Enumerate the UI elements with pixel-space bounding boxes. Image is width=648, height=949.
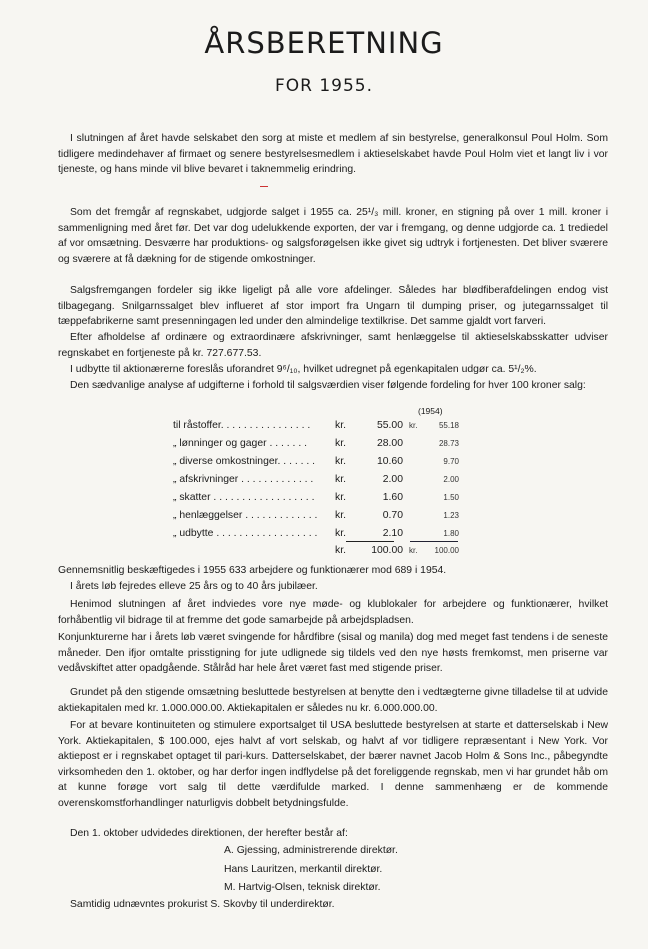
row-label: „ diverse omkostninger. . . . . . . bbox=[173, 456, 316, 467]
paragraph-dividend: I udbytte til aktionærerne foreslås uforandret 9⁶/₁₀, hvilket udregnet på egenkapitalen udgør ca. 5¹/₂%. bbox=[70, 364, 537, 375]
row-value: 55.00 bbox=[376, 420, 403, 431]
paragraph-departments: Salgsfremgangen fordeler sig ikke ligeligt på alle vore afdelinger. Således har blødfiberafdelingen endog vist tilbagegang. Snilgarnssalget blev influeret af stor import fra Ungarn til dumping priser, og jutegarnssalget til tæppefabrikerne samt presenningagen led under den almindelige textilkrise. Det samme gjaldt vort farveri. bbox=[58, 285, 608, 327]
row-currency: kr. bbox=[335, 492, 346, 503]
total-value: 100.00 bbox=[371, 545, 403, 556]
paragraph-club-rooms: Henimod slutningen af året indviedes vore nye møde- og klublokaler for arbejdere og funktionærer, hvilket forhåbentlig vil bidrage til at fremme det gode samarbejde på arbejdspladsen. bbox=[58, 599, 608, 626]
row-value: 28.00 bbox=[376, 438, 403, 449]
row-value-1954: 9.70 bbox=[443, 457, 459, 466]
director-name: Hans Lauritzen, merkantil direktør. bbox=[224, 864, 383, 875]
paragraph-memorial: I slutningen af året havde selskabet den sorg at miste et medlem af sin bestyrelse, generalkonsul Poul Holm. Som tidligere medindehaver af firmaet og senere bestyrelsesmedlem i aktieselskabet havde Poul Holm viet et langt liv i vor tjeneste, og hans minde vil blive bevaret i taknemmelig erindring. bbox=[58, 133, 608, 175]
total-currency-1954: kr. bbox=[409, 546, 418, 555]
row-value: 2.00 bbox=[382, 474, 403, 485]
row-currency: kr. bbox=[335, 438, 346, 449]
row-value: 1.60 bbox=[382, 492, 403, 503]
row-label: „ skatter . . . . . . . . . . . . . . . . . . bbox=[173, 492, 315, 503]
row-label: „ afskrivninger . . . . . . . . . . . . . bbox=[173, 474, 314, 485]
row-label: til råstoffer. . . . . . . . . . . . . . . . bbox=[173, 420, 311, 431]
row-label: „ lønninger og gager . . . . . . . bbox=[173, 438, 307, 449]
director-name: A. Gjessing, administrerende direktør. bbox=[224, 845, 398, 856]
total-value-1954: 100.00 bbox=[434, 546, 459, 555]
document-title: ÅRSBERETNING bbox=[204, 26, 444, 60]
paragraph-capital: Grundet på den stigende omsætning besluttede bestyrelsen at benytte den i vedtægterne givne tilladelse til at udvide aktiekapitalen med kr. 1.000.000.00. Aktiekapitalen er således nu kr. 6.000.000.00. bbox=[58, 687, 608, 714]
paragraph-analysis-intro: Den sædvanlige analyse af udgifterne i forhold til salgsværdien viser følgende fordeling for hver 100 kroner salg: bbox=[70, 380, 586, 391]
row-value: 0.70 bbox=[382, 510, 403, 521]
row-value-1954: 1.80 bbox=[443, 529, 459, 538]
row-value: 2.10 bbox=[382, 528, 403, 539]
paragraph-subsidiary: For at bevare kontinuiteten og stimulere exportsalget til USA besluttede bestyrelsen at starte et datterselskab i New York. Aktiekapitalen, $ 100.000, ejes halvt af vort selskab, og halvt af vor tidligere repræsentant i New York. Vor aktiepost er i regnskabet optaget til pari-kurs. Datterselskabet, der bærer navnet Jacob Holm & Sons Inc., påbegyndte virksomheden den 1. oktober, og har derfor ingen indflydelse på det foreliggende regnskab, men vi har grundet håb om at kunne forøge vort salg til dette værdifulde marked. I denne sammenhæng er de kommende overenskomstforhandlinger naturligvis dobbelt betydningsfulde. bbox=[58, 720, 608, 809]
row-value-1954: 55.18 bbox=[438, 421, 459, 430]
total-rule bbox=[346, 541, 394, 542]
total-currency: kr. bbox=[335, 545, 346, 556]
paragraph-profit: Efter afholdelse af ordinære og extraordinære afskrivninger, samt henlæggelse til aktieselskabsskatter udviser regnskabet en fortjeneste på kr. 727.677.53. bbox=[58, 332, 608, 359]
row-label: „ udbytte . . . . . . . . . . . . . . . . . . bbox=[173, 528, 318, 539]
director-name: M. Hartvig-Olsen, teknisk direktør. bbox=[224, 882, 381, 893]
row-currency: kr. bbox=[335, 420, 346, 431]
row-currency: kr. bbox=[335, 456, 346, 467]
row-currency-1954: kr. bbox=[409, 421, 418, 430]
total-rule-1954 bbox=[410, 541, 458, 542]
separator-mark bbox=[260, 186, 268, 187]
table-year-header: (1954) bbox=[418, 406, 443, 416]
row-value: 10.60 bbox=[376, 456, 403, 467]
document-subtitle: FOR 1955. bbox=[274, 76, 374, 96]
row-value-1954: 2.00 bbox=[443, 475, 459, 484]
row-currency: kr. bbox=[335, 510, 346, 521]
row-currency: kr. bbox=[335, 528, 346, 539]
paragraph-sales: Som det fremgår af regnskabet, udgjorde salget i 1955 ca. 25¹/₃ mill. kroner, en stigning på over 1 mill. kroner i sammenligning med året før. Det var dog udelukkende exporten, der var i fremgang, og denne udgjorde ca. 1 trediedel af vor omsætning. Desværre har produktions- og salgsforøgelsen ikke givet sig udtryk i fortjenesten. Det bliver sværere og sværere at få dækning for de stigende omkostninger. bbox=[58, 207, 608, 265]
paragraph-market: Konjunkturerne har i årets løb været svingende for hårdfibre (sisal og manila) dog med meget fast tendens i de seneste måneder. Den ifjor omtalte prisstigning for jute udlignede sig tildels ved den nye høsts fremkomst, men priserne var vedåvskiftet atter opadgående. Stålråd har hele året været fast med stigende priser. bbox=[58, 632, 608, 674]
row-label: „ henlæggelser . . . . . . . . . . . . . bbox=[173, 510, 318, 521]
row-value-1954: 1.50 bbox=[443, 493, 459, 502]
paragraph-jubilees: I årets løb fejredes elleve 25 års og to 40 års jubilæer. bbox=[70, 581, 318, 592]
paragraph-appointment: Samtidig udnævntes prokurist S. Skovby til underdirektør. bbox=[70, 899, 335, 910]
row-value-1954: 1.23 bbox=[443, 511, 459, 520]
paragraph-employees: Gennemsnitlig beskæftigedes i 1955 633 arbejdere og funktionærer mod 689 i 1954. bbox=[58, 565, 447, 576]
row-value-1954: 28.73 bbox=[438, 439, 459, 448]
row-currency: kr. bbox=[335, 474, 346, 485]
paragraph-directors-intro: Den 1. oktober udvidedes direktionen, der herefter består af: bbox=[70, 828, 348, 839]
